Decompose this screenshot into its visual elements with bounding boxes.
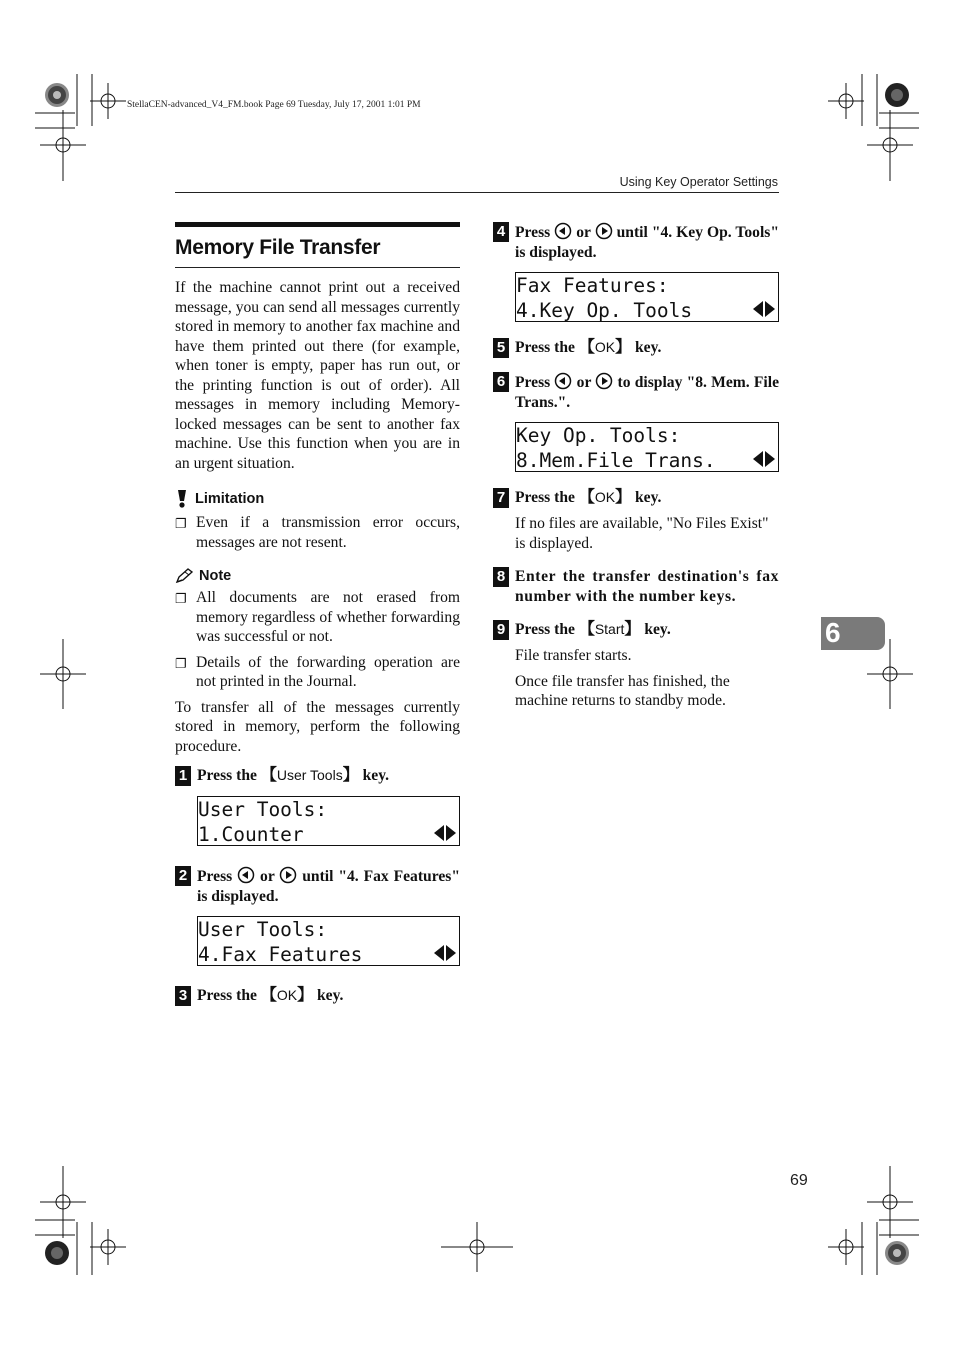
section-intro: If the machine cannot print out a received message, you can send all messages currently stored in memory to another fax machine and have them printed out there (for example, when toner is empty, paper has run out, or the printing function is out of order). All messages in memory including Memory-locked messages can be sent to another fax machine. Use this function when you are in an urgent situation.: [175, 279, 460, 472]
step-3: [175, 986, 460, 1006]
step-text: Press or until "4. Key Op. Tools" is displayed.: [515, 224, 780, 261]
lcd-line-1: User Tools:: [198, 918, 328, 941]
step-text: Enter the transfer destination's fax number with the number keys.: [515, 568, 779, 605]
left-arrow-key-icon: [554, 372, 572, 390]
step-1: [175, 766, 460, 786]
section-title: Memory File Transfer: [175, 235, 460, 268]
lcd-scroll-arrows-icon: [434, 825, 456, 841]
lcd-scroll-arrows-icon: [753, 301, 775, 317]
lcd-line-1: User Tools:: [198, 798, 328, 821]
step-text: Press the 【User Tools】 key.: [197, 767, 390, 784]
step-number: 3: [175, 986, 191, 1006]
note-item: [175, 653, 460, 692]
step-number: 7: [493, 488, 509, 508]
key-label: 【Start】: [578, 621, 641, 638]
step-8: [493, 567, 779, 606]
lcd-line-2: 8.Mem.File Trans.: [516, 449, 716, 472]
step-number: 8: [493, 567, 509, 587]
section-title-bar: [175, 222, 460, 227]
note-text: Details of the forwarding operation are not printed in the Journal.: [196, 653, 460, 690]
step-number: 2: [175, 866, 191, 886]
lcd-scroll-arrows-icon: [434, 945, 456, 961]
limitation-text: Even if a transmission error occurs, messages are not resent.: [196, 514, 460, 551]
running-header: Using Key Operator Settings: [619, 175, 778, 189]
checkbox-icon: ❐: [175, 655, 187, 671]
chapter-tab-number: 6: [825, 617, 841, 648]
note-label: Note: [199, 568, 232, 584]
step-7: [493, 488, 779, 508]
step-5: [493, 338, 779, 358]
lcd-line-1: Key Op. Tools:: [516, 424, 681, 447]
lcd-scroll-arrows-icon: [753, 451, 775, 467]
step-number: 4: [493, 222, 509, 242]
step-number: 5: [493, 338, 509, 358]
checkbox-icon: ❐: [175, 516, 187, 531]
step-9-result: File transfer starts.: [515, 647, 632, 664]
lcd-display: [197, 916, 460, 966]
key-label: 【OK】: [578, 489, 632, 506]
right-arrow-key-icon: [595, 222, 613, 240]
key-label: 【User Tools】: [260, 767, 359, 784]
checkbox-icon: ❐: [175, 591, 187, 606]
pencil-icon: [175, 568, 193, 584]
right-column: [493, 222, 779, 711]
lcd-line-2: 4.Fax Features: [198, 943, 363, 966]
left-arrow-key-icon: [237, 866, 255, 884]
key-label: 【OK】: [578, 339, 632, 356]
step-number: 6: [493, 372, 509, 392]
step-6: [493, 372, 779, 412]
step-9-result: Once file transfer has finished, the machine returns to standby mode.: [515, 672, 730, 709]
note-item: [175, 588, 460, 647]
page-number: 69: [790, 1172, 808, 1189]
step-text: Press the 【OK】 key.: [515, 489, 662, 506]
left-column: [175, 222, 460, 1006]
step-text: Press the 【Start】 key.: [515, 621, 671, 638]
key-label: 【OK】: [260, 987, 314, 1004]
note-text: All documents are not erased from memory regardless of whether forwarding was successful or not.: [196, 589, 460, 645]
limitation-item: [175, 513, 460, 552]
step-2: [175, 866, 460, 906]
right-arrow-key-icon: [279, 866, 297, 884]
lcd-line-1: Fax Features:: [516, 274, 669, 297]
lcd-line-2: 4.Key Op. Tools: [516, 299, 693, 322]
step-text: Press the 【OK】 key.: [197, 987, 344, 1004]
step-text: Press the 【OK】 key.: [515, 339, 662, 356]
step-text: Press or to display "8. Mem. File Trans.".: [515, 374, 779, 411]
left-arrow-key-icon: [554, 222, 572, 240]
limitation-heading: [175, 489, 460, 509]
lcd-display: [515, 422, 779, 472]
print-slug: StellaCEN-advanced_V4_FM.book Page 69 Tuesday, July 17, 2001 1:01 PM: [127, 100, 421, 110]
note-heading: [175, 568, 460, 584]
lcd-display: [197, 796, 460, 846]
step-number: 1: [175, 766, 191, 786]
procedure-intro: To transfer all of the messages currently stored in memory, perform the following procedure.: [175, 698, 460, 755]
step-4: [493, 222, 779, 262]
chapter-tab: [821, 617, 885, 650]
lcd-display: [515, 272, 779, 322]
step-number: 9: [493, 620, 509, 640]
step-9: [493, 620, 779, 640]
lcd-line-2: 1.Counter: [198, 823, 304, 846]
header-rule: [175, 192, 779, 193]
right-arrow-key-icon: [595, 372, 613, 390]
exclamation-icon: [175, 489, 189, 509]
limitation-label: Limitation: [195, 491, 265, 507]
step-text: Press or until "4. Fax Features" is displayed.: [197, 868, 461, 905]
step-7-result: If no files are available, "No Files Exist" is displayed.: [515, 515, 769, 552]
